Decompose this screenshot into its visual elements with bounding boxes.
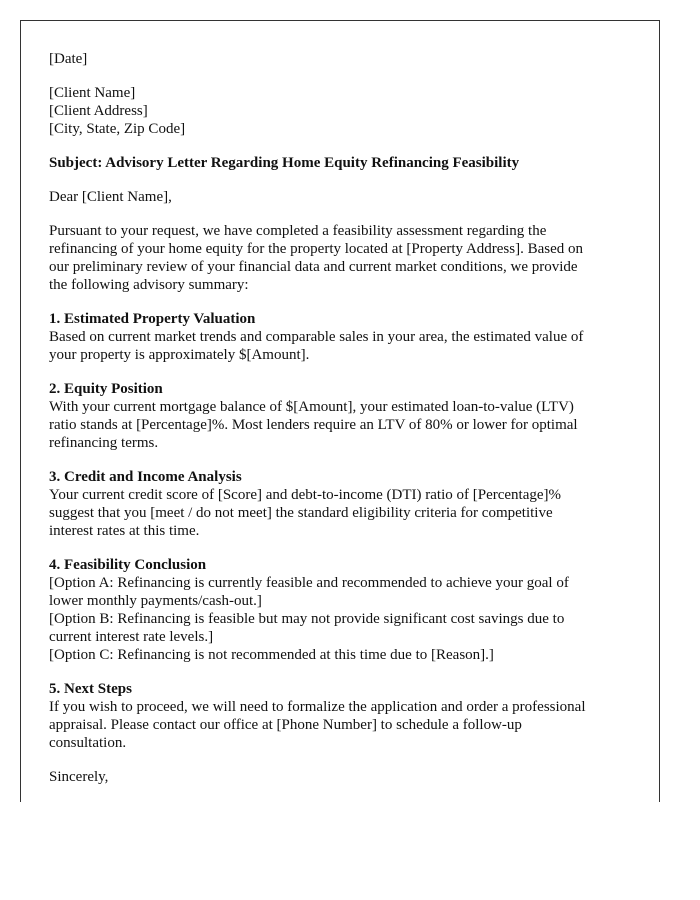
section-heading: 2. Equity Position bbox=[49, 381, 163, 397]
recipient-name: [Client Name] bbox=[49, 85, 136, 101]
section-line: ratio stands at [Percentage]%. Most lenders require an LTV of 80% or lower for optimal bbox=[49, 417, 578, 433]
recipient-street: [Client Address] bbox=[49, 103, 148, 119]
intro-paragraph bbox=[49, 222, 639, 294]
section-3 bbox=[49, 468, 639, 540]
section-line: consultation. bbox=[49, 735, 127, 751]
section-heading: 5. Next Steps bbox=[49, 681, 132, 697]
section-line: interest rates at this time. bbox=[49, 523, 200, 539]
section-heading: 1. Estimated Property Valuation bbox=[49, 311, 256, 327]
section-line: [Option A: Refinancing is currently feasible and recommended to achieve your goal of bbox=[49, 575, 569, 591]
intro-line: the following advisory summary: bbox=[49, 277, 249, 293]
section-line: [Option C: Refinancing is not recommended at this time due to [Reason].] bbox=[49, 647, 494, 663]
section-4 bbox=[49, 556, 639, 664]
section-5 bbox=[49, 680, 639, 752]
intro-line: Pursuant to your request, we have completed a feasibility assessment regarding the bbox=[49, 223, 547, 239]
recipient-address bbox=[49, 84, 639, 138]
section-line: refinancing terms. bbox=[49, 435, 159, 451]
section-line: lower monthly payments/cash-out.] bbox=[49, 593, 262, 609]
section-line: appraisal. Please contact our office at [Phone Number] to schedule a follow-up bbox=[49, 717, 522, 733]
recipient-city: [City, State, Zip Code] bbox=[49, 121, 186, 137]
section-line: With your current mortgage balance of $[Amount], your estimated loan-to-value (LTV) bbox=[49, 399, 574, 415]
salutation: Dear [Client Name], bbox=[49, 189, 172, 205]
intro-line: our preliminary review of your financial data and current market conditions, we provide bbox=[49, 259, 578, 275]
letter-page bbox=[20, 20, 660, 802]
section-line: If you wish to proceed, we will need to formalize the application and order a professional bbox=[49, 699, 586, 715]
section-line: your property is approximately $[Amount]. bbox=[49, 347, 310, 363]
section-line: suggest that you [meet / do not meet] the standard eligibility criteria for competitive bbox=[49, 505, 553, 521]
section-1 bbox=[49, 310, 639, 364]
closing: Sincerely, bbox=[49, 769, 109, 785]
section-heading: 4. Feasibility Conclusion bbox=[49, 557, 207, 573]
section-line: Your current credit score of [Score] and debt-to-income (DTI) ratio of [Percentage]% bbox=[49, 487, 562, 503]
date: [Date] bbox=[49, 51, 88, 67]
subject-line: Subject: Advisory Letter Regarding Home Equity Refinancing Feasibility bbox=[49, 155, 520, 171]
section-line: current interest rate levels.] bbox=[49, 629, 214, 645]
section-line: Based on current market trends and comparable sales in your area, the estimated value of bbox=[49, 329, 584, 345]
intro-line: refinancing of your home equity for the property located at [Property Address]. Based on bbox=[49, 241, 584, 257]
section-heading: 3. Credit and Income Analysis bbox=[49, 469, 242, 485]
section-line: [Option B: Refinancing is feasible but may not provide significant cost savings due to bbox=[49, 611, 565, 627]
section-2 bbox=[49, 380, 639, 452]
